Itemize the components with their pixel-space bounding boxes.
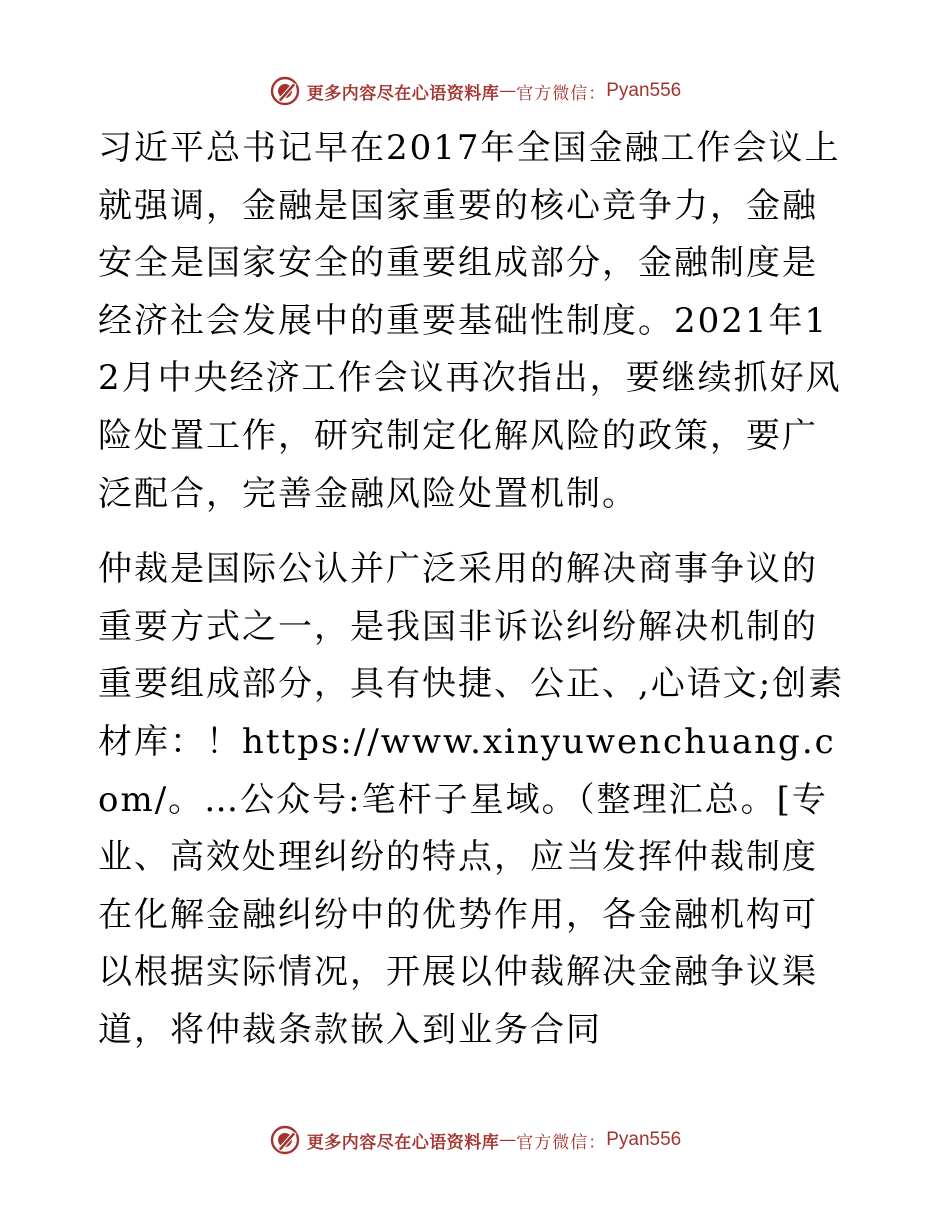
banner-wechat-id: Pyan556 [606,80,682,101]
header-banner [0,71,950,111]
banner-wechat-label: 官方微信： [516,83,607,104]
banner-main-text: 更多内容尽在心语资料库 [306,83,500,104]
document-body [98,120,850,1060]
banner-wechat-id: Pyan556 [606,1129,682,1150]
banner-wechat-label: 官方微信： [516,1132,607,1153]
paragraph-1: 习近平总书记早在2017年全国金融工作会议上就强调，金融是国家重要的核心竞争力，金融安全是国家安全的重要组成部分，金融制度是经济社会发展中的重要基础性制度。2021年12月中央经济工作会议再次指出，要继续抓好风险处置工作，研究制定化解风险的政策，要广泛配合，完善金融风险处置机制。 [98,128,842,514]
banner-main-text: 更多内容尽在心语资料库 [306,1132,500,1153]
banner-separator: — [499,81,517,101]
quill-circle-logo-icon [269,1124,301,1156]
banner-separator: — [499,1130,517,1150]
footer-banner [0,1120,950,1160]
paragraph-2: 仲裁是国际公认并广泛采用的解决商事争议的重要方式之一，是我国非诉讼纠纷解决机制的重要组成部分，具有快捷、公正、,心语文;创素材库：！https://www.xinyuwenchuang.com/。…公众号:笔杆子星域。（整理汇总。[专业、高效处理纠纷的特点，应当发挥仲裁制度在化解金融纠纷中的优势作用，各金融机构可以根据实际情况，开展以仲裁解决金融争议渠道，将仲裁条款嵌入到业务合同 [98,549,845,1050]
quill-circle-logo-icon [269,75,301,107]
